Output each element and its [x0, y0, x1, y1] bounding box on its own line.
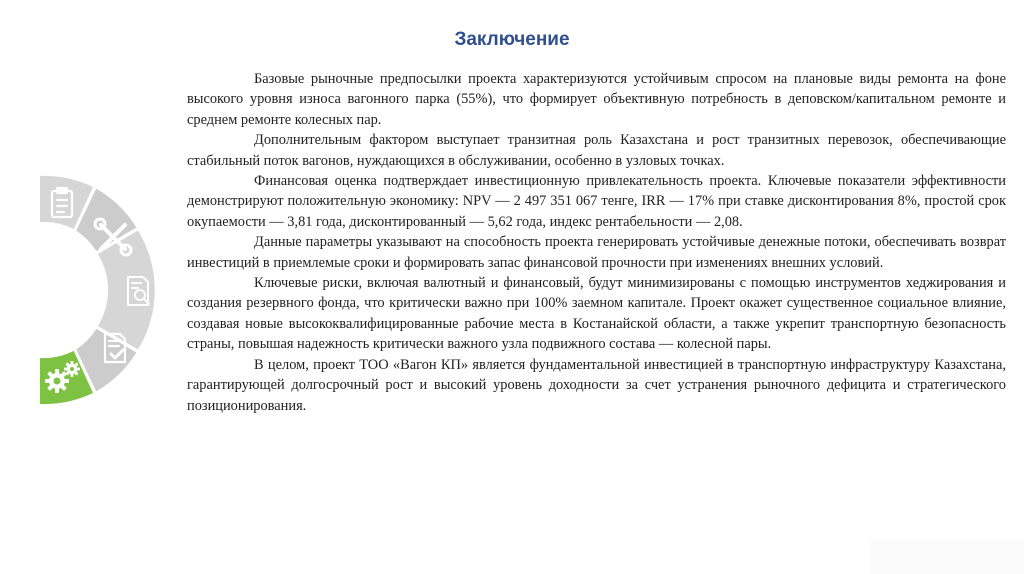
paragraph: Данные параметры указывают на способность проекта генерировать устойчивые денежные потоки, обеспечивать возврат инвестиций в приемлемые сроки и формировать запас финансовой прочности при изменениях внешних условий.	[187, 234, 1006, 271]
paragraph: Ключевые риски, включая валютный и финансовый, будут минимизированы с помощью инструментов хеджирования и создания резервного фонда, что критически важно при 100% заемном капитале. Проект окажет существенное социальное влияние, создавая новые высококвалифицированные рабочие места в Костанайской области, а также укрепит транспортную безопасность страны, повышая надежность критически важного узла подвижного состава — колесной пары.	[187, 275, 1006, 353]
paragraph: Дополнительным фактором выступает транзитная роль Казахстана и рост транзитных перевозок, обеспечивающие стабильный поток вагонов, нуждающихся в обслуживании, особенно в узловых точках.	[187, 132, 1006, 169]
wheel-center	[0, 250, 80, 330]
slide-title: Заключение	[454, 29, 570, 50]
corner-decoration	[870, 540, 1024, 574]
paragraph: В целом, проект ТОО «Вагон КП» является фундаментальной инвестицией в транспортную инфраструктуру Казахстана, гарантирующей долгосрочный рост и высокий уровень доходности за счет устранения рыночного дефицита и стратегического позиционирования.	[187, 356, 1006, 414]
process-wheel	[0, 160, 170, 420]
paragraph: Финансовая оценка подтверждает инвестиционную привлекательность проекта. Ключевые показатели эффективности демонстрируют положительную экономику: NPV — 2 497 351 067 тенге, IRR — 17% при ставке дисконтирования 8%, простой срок окупаемости — 3,81 года, дисконтированный — 5,62 года, индекс рентабельности — 2,08.	[187, 173, 1006, 230]
paragraph: Базовые рыночные предпосылки проекта характеризуются устойчивым спросом на плановые виды ремонта на фоне высокого уровня износа вагонного парка (55%), что формирует объективную потребность в деповском/капитальном ремонте и среднем ремонте колесных пар.	[187, 71, 1006, 128]
conclusion-text	[187, 69, 1006, 416]
